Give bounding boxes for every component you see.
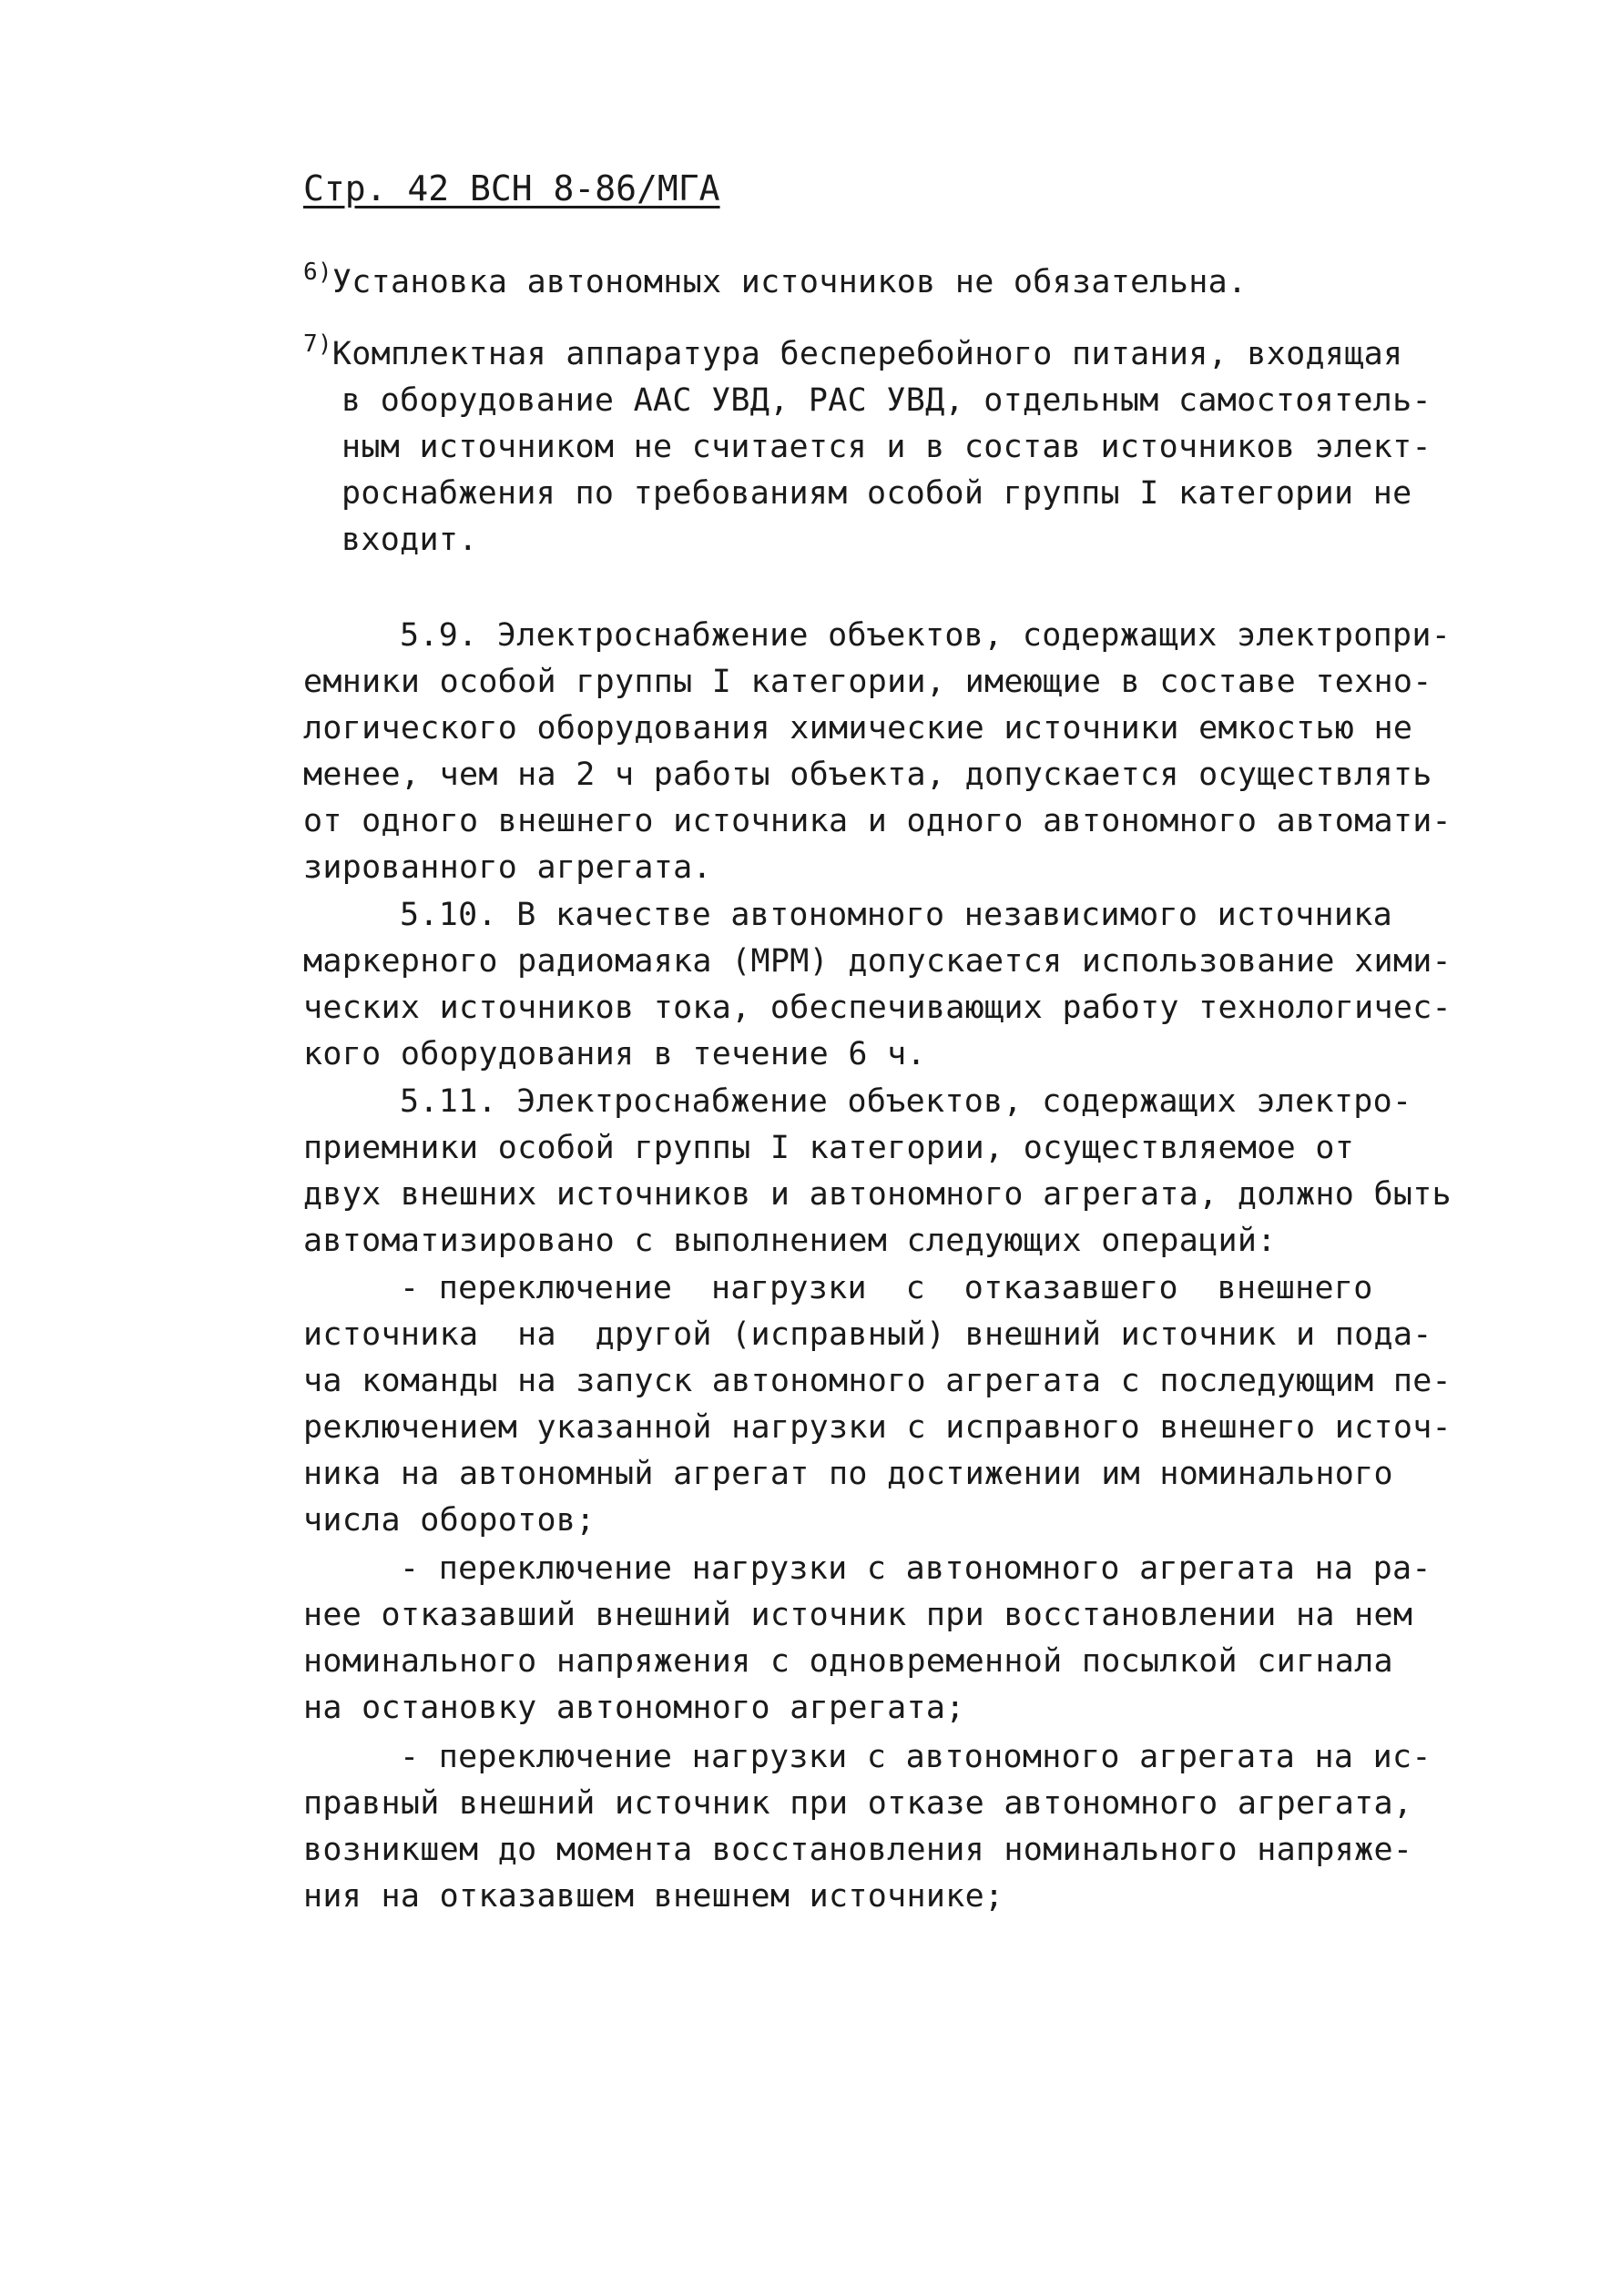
footnote-line: $^{6)}$Установка автономных источников не обязательна. [303,259,1248,300]
paragraph-line: на остановку автономного агрегата; [303,1690,965,1726]
paragraph-line: автоматизировано с выполнением следующих операций: [303,1223,1277,1259]
paragraph-line: ния на отказавшем внешнем источнике; [303,1878,1004,1915]
paragraph-line: двух внешних источников и автономного агрегата, должно быть [303,1176,1452,1213]
footnote-line: входит. [341,522,478,558]
list-item-1 [303,1265,1452,1544]
paragraph-line: - переключение нагрузки с автономного агрегата на ра- [400,1550,1432,1587]
paragraph-line: источника на другой (исправный) внешний источник и пода- [303,1316,1432,1353]
paragraph-line: маркерного радиомаяка (МРМ) допускается использование хими- [303,943,1452,980]
paragraph-line: 5.11. Электроснабжение объектов, содержащих электро- [400,1083,1412,1120]
list-item-2 [303,1546,1432,1732]
footnote-marker: 7) [303,330,332,358]
paragraph-line: - переключение нагрузки с автономного агрегата на ис- [400,1739,1432,1775]
paragraph-line: логического оборудования химические источники емкостью не [303,710,1413,747]
paragraph-line: числа оборотов; [303,1502,596,1539]
paragraph-line: реключением указанной нагрузки с исправного внешнего источ- [303,1409,1452,1446]
paragraph-line: от одного внешнего источника и одного автономного автомати- [303,803,1452,839]
paragraph-line: ческих источников тока, обеспечивающих работу технологичес- [303,990,1452,1026]
footnote-line: ным источником не считается и в состав источников элект- [341,429,1432,465]
footnote-marker: 6) [303,259,332,286]
paragraph-5-10 [303,892,1452,1078]
paragraph-line: возникшем до момента восстановления номинального напряже- [303,1832,1413,1868]
paragraph-line: 5.9. Электроснабжение объектов, содержащих электропри- [400,617,1452,654]
paragraph-line: нее отказавший внешний источник при восстановлении на нем [303,1597,1413,1633]
page-header: Стр. 42 ВСН 8-86/МГА [303,168,720,208]
paragraph-line: зированного агрегата. [303,849,712,886]
paragraph-line: - переключение нагрузки с отказавшего внешнего [400,1270,1373,1306]
footnote-7 [303,331,1432,564]
paragraph-line: 5.10. В качестве автономного независимого источника [400,897,1392,933]
footnote-line: в оборудование ААС УВД, РАС УВД, отдельным самостоятель- [341,382,1432,419]
paragraph-line: емники особой группы I категории, имеющие в составе техно- [303,664,1432,700]
footnote-line: роснабжения по требованиям особой группы I категории не [341,475,1412,512]
paragraph-line: номинального напряжения с одновременной посылкой сигнала [303,1643,1393,1680]
list-item-3 [303,1734,1432,1920]
footnote-6 [303,259,1432,306]
paragraph-5-9 [303,613,1452,891]
paragraph-line: правный внешний источник при отказе автономного агрегата, [303,1785,1413,1822]
paragraph-line: ча команды на запуск автономного агрегата с последующим пе- [303,1363,1452,1399]
paragraph-line: кого оборудования в течение 6 ч. [303,1036,926,1072]
paragraph-line: менее, чем на 2 ч работы объекта, допускается осуществлять [303,757,1432,793]
paragraph-line: ника на автономный агрегат по достижении им номинального [303,1456,1393,1492]
paragraph-line: приемники особой группы I категории, осуществляемое от [303,1130,1355,1166]
paragraph-5-11 [303,1079,1452,1265]
footnote-line: $^{7)}$Комплектная аппаратура бесперебойного питания, входящая [303,330,1403,372]
